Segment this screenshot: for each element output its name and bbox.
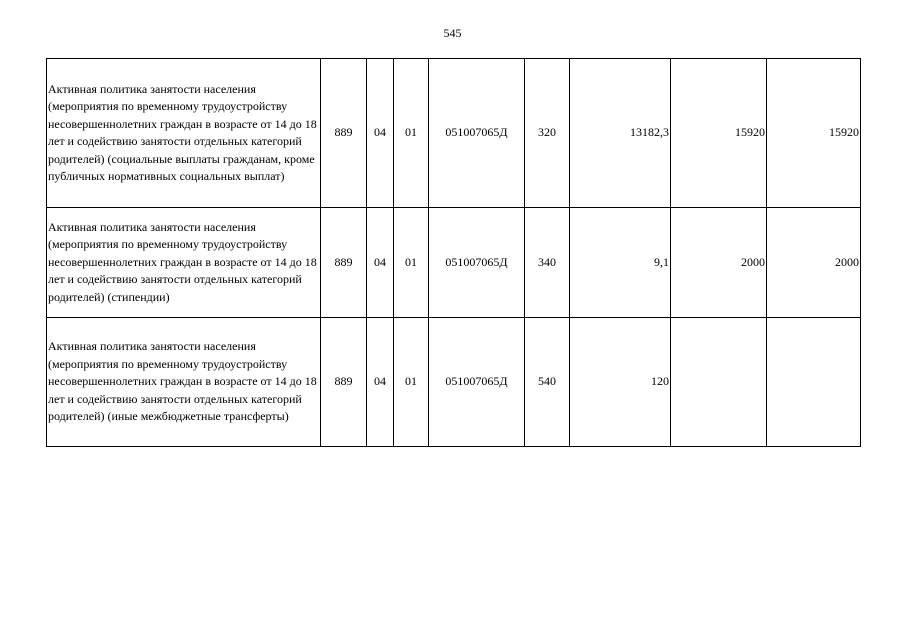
table-row xyxy=(47,318,861,447)
description-cell: Активная политика занятости населения (мероприятия по временному трудоустройству несовершеннолетних граждан в возрасте от 14 до 18 лет и содействию занятости отдельных категорий родителей) (социальные выплаты гражданам, кроме публичных нормативных социальных выплат) xyxy=(47,59,321,208)
table-row xyxy=(47,208,861,318)
subsection-code-cell: 01 xyxy=(394,208,429,318)
amount-cell-2: 2000 xyxy=(671,208,767,318)
subsection-code-cell: 01 xyxy=(394,59,429,208)
expense-type-cell: 320 xyxy=(525,59,570,208)
amount-cell-1: 120 xyxy=(570,318,671,447)
amount-cell-1: 13182,3 xyxy=(570,59,671,208)
target-article-cell: 051007065Д xyxy=(429,318,525,447)
description-cell: Активная политика занятости населения (мероприятия по временному трудоустройству несовершеннолетних граждан в возрасте от 14 до 18 лет и содействию занятости отдельных категорий родителей) (иные межбюджетные трансферты) xyxy=(47,318,321,447)
section-code-cell: 04 xyxy=(367,208,394,318)
target-article-cell: 051007065Д xyxy=(429,208,525,318)
ministry-code-cell: 889 xyxy=(321,208,367,318)
subsection-code-cell: 01 xyxy=(394,318,429,447)
description-cell: Активная политика занятости населения (мероприятия по временному трудоустройству несовершеннолетних граждан в возрасте от 14 до 18 лет и содействию занятости отдельных категорий родителей) (стипендии) xyxy=(47,208,321,318)
expense-type-cell: 340 xyxy=(525,208,570,318)
table-row xyxy=(47,59,861,208)
budget-table xyxy=(46,58,861,447)
amount-cell-1: 9,1 xyxy=(570,208,671,318)
amount-cell-3: 15920 xyxy=(767,59,861,208)
section-code-cell: 04 xyxy=(367,59,394,208)
amount-cell-2 xyxy=(671,318,767,447)
amount-cell-2: 15920 xyxy=(671,59,767,208)
section-code-cell: 04 xyxy=(367,318,394,447)
page-number: 545 xyxy=(443,26,462,40)
target-article-cell: 051007065Д xyxy=(429,59,525,208)
amount-cell-3 xyxy=(767,318,861,447)
expense-type-cell: 540 xyxy=(525,318,570,447)
ministry-code-cell: 889 xyxy=(321,318,367,447)
ministry-code-cell: 889 xyxy=(321,59,367,208)
amount-cell-3: 2000 xyxy=(767,208,861,318)
